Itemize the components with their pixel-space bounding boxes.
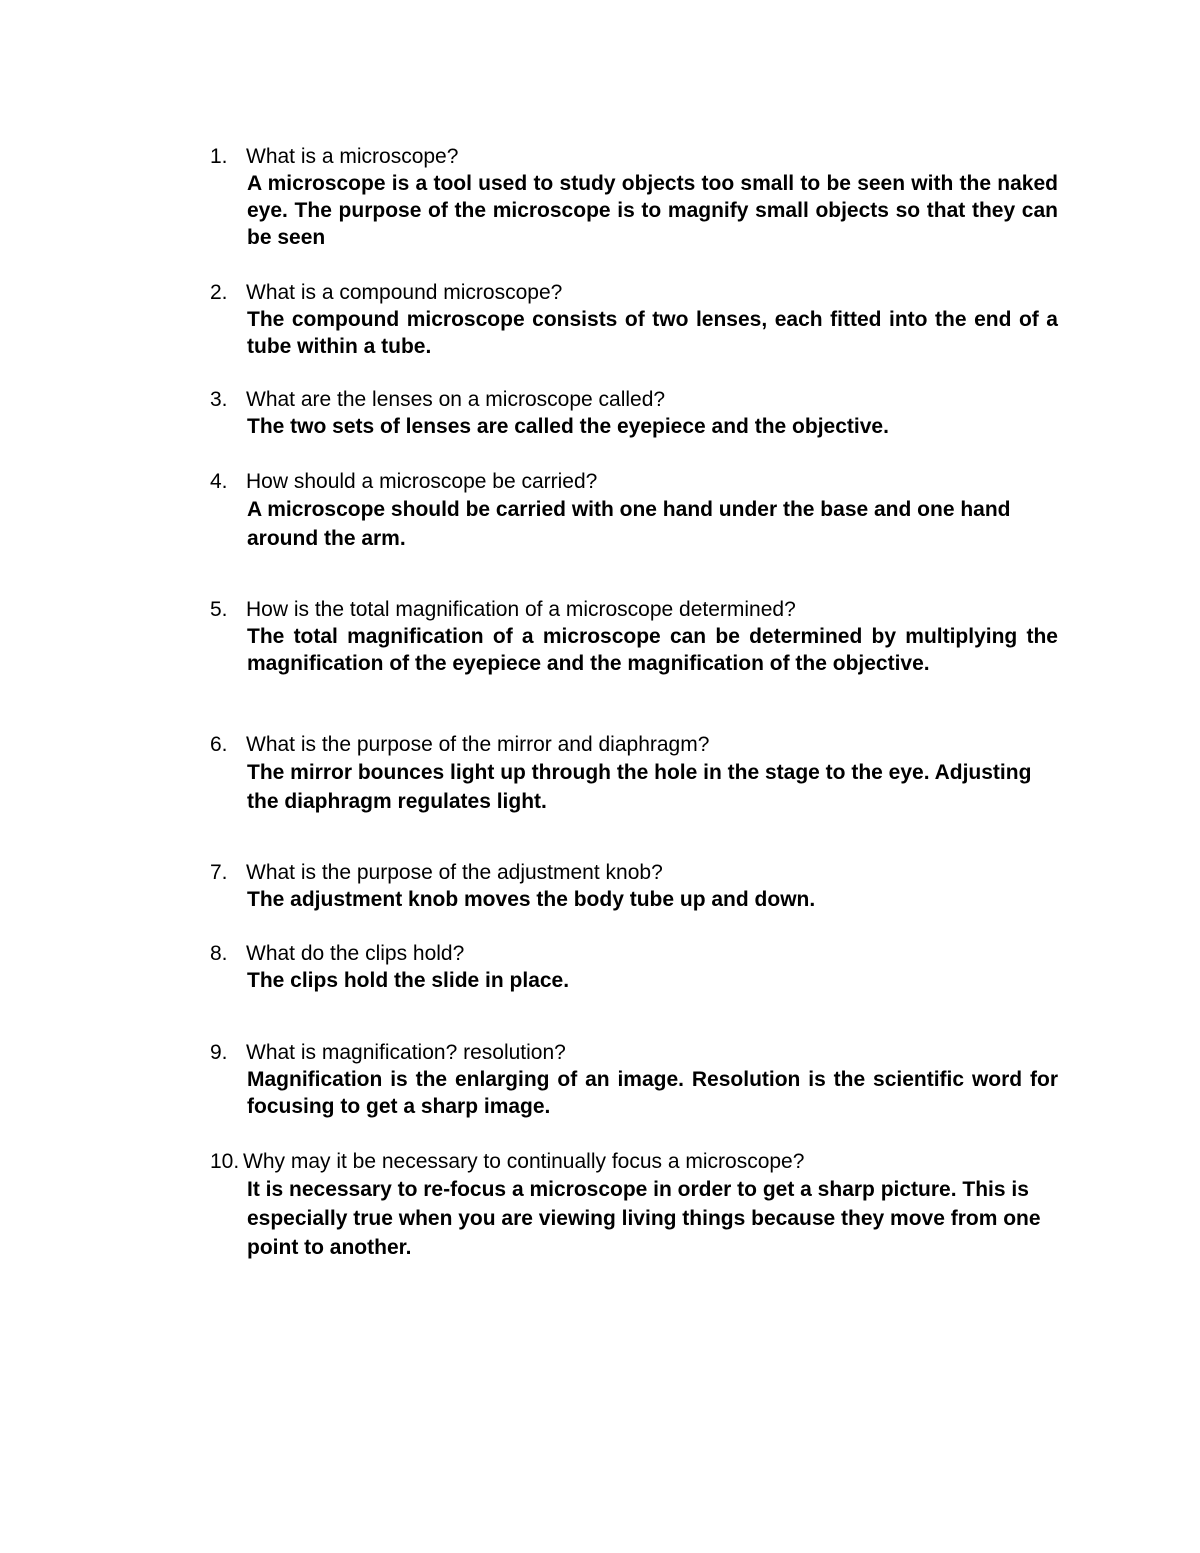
question-text: What is the purpose of the mirror and diaphragm? bbox=[246, 733, 710, 756]
qa-item-3 bbox=[210, 386, 1058, 440]
answer-7: The adjustment knob moves the body tube up and down. bbox=[247, 888, 816, 911]
question-9 bbox=[210, 1039, 1058, 1066]
question-text: What is the purpose of the adjustment knob? bbox=[246, 861, 663, 884]
question-number: 8. bbox=[210, 942, 228, 965]
answer-1: A microscope is a tool used to study objects too small to be seen with the naked eye. The purpose of the microscope is to magnify small objects so that they can be seen bbox=[247, 172, 1058, 249]
question-5 bbox=[210, 596, 1058, 623]
qa-item-8 bbox=[210, 940, 1058, 994]
qa-item-2 bbox=[210, 279, 1058, 360]
question-7 bbox=[210, 859, 1058, 886]
question-8 bbox=[210, 940, 1058, 967]
qa-item-6 bbox=[210, 731, 1058, 816]
question-text: What are the lenses on a microscope called? bbox=[246, 388, 666, 411]
question-number: 10. bbox=[210, 1150, 240, 1173]
question-text: Why may it be necessary to continually focus a microscope? bbox=[243, 1150, 805, 1173]
question-text: What is a compound microscope? bbox=[246, 281, 563, 304]
answer-6: The mirror bounces light up through the hole in the stage to the eye. Adjusting the diaphragm regulates light. bbox=[247, 761, 1032, 813]
answer-9: Magnification is the enlarging of an image. Resolution is the scientific word for focusing to get a sharp image. bbox=[247, 1068, 1058, 1118]
question-number: 9. bbox=[210, 1041, 228, 1064]
question-number: 3. bbox=[210, 388, 228, 411]
answer-4: A microscope should be carried with one hand under the base and one hand around the arm. bbox=[247, 498, 1011, 550]
question-number: 2. bbox=[210, 281, 228, 304]
question-1 bbox=[210, 143, 1058, 170]
question-text: What do the clips hold? bbox=[246, 942, 465, 965]
question-text: What is magnification? resolution? bbox=[246, 1041, 566, 1064]
qa-item-1 bbox=[210, 143, 1058, 251]
qa-item-5 bbox=[210, 596, 1058, 677]
question-10 bbox=[210, 1148, 1058, 1175]
answer-8: The clips hold the slide in place. bbox=[247, 969, 570, 992]
answer-2: The compound microscope consists of two lenses, each fitted into the end of a tube within a tube. bbox=[247, 308, 1058, 358]
question-text: How should a microscope be carried? bbox=[246, 470, 598, 493]
answer-5: The total magnification of a microscope can be determined by multiplying the magnification of the eyepiece and the magnification of the objective. bbox=[247, 625, 1058, 675]
question-number: 6. bbox=[210, 733, 228, 756]
question-number: 7. bbox=[210, 861, 228, 884]
question-4 bbox=[210, 468, 1058, 495]
question-text: What is a microscope? bbox=[246, 145, 459, 168]
answer-3: The two sets of lenses are called the eyepiece and the objective. bbox=[247, 415, 889, 438]
question-6 bbox=[210, 731, 1058, 758]
qa-item-10 bbox=[210, 1148, 1058, 1262]
qa-item-9 bbox=[210, 1039, 1058, 1120]
answer-10: It is necessary to re-focus a microscope in order to get a sharp picture. This is especially true when you are viewing living things because they move from one point to another. bbox=[247, 1178, 1041, 1259]
question-number: 5. bbox=[210, 598, 228, 621]
question-number: 4. bbox=[210, 470, 228, 493]
question-text: How is the total magnification of a microscope determined? bbox=[246, 598, 796, 621]
qa-item-4 bbox=[210, 468, 1058, 553]
question-2 bbox=[210, 279, 1058, 306]
question-number: 1. bbox=[210, 145, 228, 168]
qa-item-7 bbox=[210, 859, 1058, 913]
question-3 bbox=[210, 386, 1058, 413]
